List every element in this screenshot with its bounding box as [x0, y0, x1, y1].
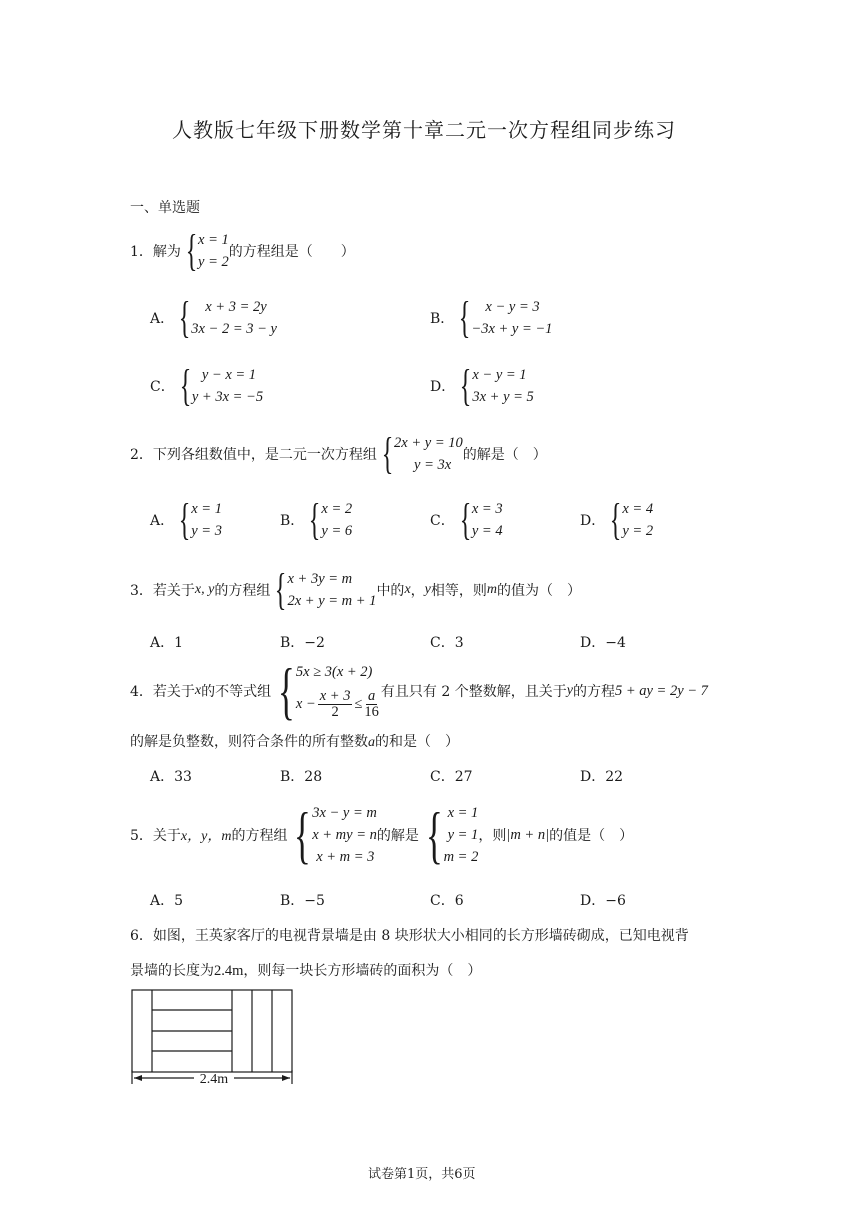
equation-system: { x = 2 y = 6 [309, 495, 353, 544]
question-4-line2 [130, 731, 459, 751]
denominator: 2 [331, 703, 339, 720]
question-text: 关于 [152, 828, 181, 844]
length-value: 2.4m [214, 963, 244, 979]
equation-line: y = 2 [198, 254, 229, 270]
option-value: 5 [174, 893, 184, 909]
question-number: 5． [130, 828, 153, 844]
question-text: ， [410, 583, 425, 599]
question-text: 的值是（ ） [549, 828, 634, 844]
option-2c[interactable] [430, 495, 503, 544]
math-variable: y [424, 582, 431, 597]
question-4-stem [130, 655, 708, 726]
math-variable: m [486, 582, 497, 597]
question-text: 的解是负整数，则符合条件的所有整数 [130, 734, 368, 750]
arrow-right-icon [282, 1075, 290, 1081]
question-text: 的解是 [376, 828, 419, 844]
equation-line: y = 3x [414, 457, 452, 473]
option-label: B． [280, 893, 305, 909]
question-number: 3． [130, 583, 153, 599]
equation-line: x = 2 [321, 501, 353, 517]
equation-line: y = 3 [191, 523, 222, 539]
option-2d[interactable] [580, 495, 654, 544]
option-3c[interactable] [430, 632, 464, 652]
question-text: ，则每一块长方形墙砖的面积为（ ） [243, 963, 482, 979]
equation-system: { x − y = 1 3x + y = 5 [459, 361, 534, 410]
numerator: a [368, 687, 376, 704]
equation-line: y = 2 [622, 523, 654, 539]
equation-line: y = 6 [321, 523, 353, 539]
equation-line: y − x = 1 [201, 367, 257, 383]
equation-line: x + m = 3 [316, 849, 375, 865]
question-text: 的方程组 [231, 828, 288, 844]
question-text: 的方程 [572, 684, 615, 700]
option-1a[interactable] [150, 293, 277, 342]
question-text: 有且只有 2 个整数解，且关于 [380, 684, 567, 700]
equation-line: 2x + y = 10 [394, 435, 463, 451]
fraction [364, 689, 379, 720]
question-3-stem [130, 565, 581, 615]
option-3b[interactable] [280, 632, 325, 652]
question-number: 2． [130, 447, 153, 463]
equation-line: 2x + y = m + 1 [287, 593, 377, 609]
equation-line: x = 4 [622, 501, 654, 517]
equation-line: 3x + y = 5 [472, 389, 534, 405]
question-text: 的和是（ ） [375, 734, 459, 750]
option-1b[interactable] [430, 293, 553, 342]
question-text: 若关于 [152, 684, 195, 700]
arrow-left-icon [134, 1075, 142, 1081]
option-4c[interactable] [430, 766, 473, 786]
question-text: 下列各组数值中，是二元一次方程组 [152, 447, 377, 463]
question-6-line2 [130, 960, 481, 980]
section-heading: 一、单选题 [130, 200, 200, 216]
option-value: −4 [605, 635, 626, 651]
option-1c[interactable] [150, 361, 264, 410]
page-footer: 试卷第1页，共6页 [368, 1167, 476, 1182]
option-value: −2 [304, 635, 325, 651]
equation-line: x = 3 [471, 501, 503, 517]
equation-system: { x = 3 y = 4 [459, 495, 503, 544]
question-2-stem [130, 429, 547, 479]
option-2a[interactable] [150, 495, 222, 544]
question-number: 4． [130, 684, 153, 700]
option-label: D． [580, 635, 606, 651]
equation-line: y = 1 [447, 827, 479, 843]
option-4d[interactable] [580, 766, 623, 786]
equation-line: y = 4 [471, 523, 503, 539]
math-variables: x, y [194, 582, 215, 597]
equation-system: { x + 3y = m 2x + y = m + 1 [275, 565, 377, 614]
question-text: 的解是（ ） [462, 447, 547, 463]
math-variable: a [368, 735, 375, 750]
option-value: −5 [304, 893, 325, 909]
equation-system: { y − x = 1 y + 3x = −5 [179, 361, 264, 410]
option-1d[interactable] [430, 361, 534, 410]
inequality-line: 5x ≥ 3(x + 2) [295, 663, 373, 680]
option-value: 6 [454, 893, 464, 909]
question-text: 的不等式组 [201, 684, 272, 700]
equation-line: −3x + y = −1 [471, 321, 553, 337]
option-label: A． [150, 893, 175, 909]
math-variable: x [194, 683, 202, 698]
question-5-stem [130, 799, 633, 871]
option-label: D． [430, 379, 456, 395]
equation-line: y + 3x = −5 [191, 389, 264, 405]
equation-line: 3x − 2 = 3 − y [191, 321, 277, 337]
option-4b[interactable] [280, 766, 322, 786]
question-text: 若关于 [152, 583, 195, 599]
question-text: 的值为（ ） [497, 583, 581, 599]
option-5a[interactable] [150, 890, 183, 910]
question-text: ，则 [478, 828, 507, 844]
math-variable: x [404, 582, 411, 597]
absolute-value: |m + n| [506, 827, 550, 843]
inequality-system: { 5x ≥ 3(x + 2) x − $\frac{x + 3}{2}$ ≤ $\frac{a}{16}$ [278, 655, 379, 726]
option-label: C． [150, 379, 175, 395]
equation: 5 + ay = 2y − 7 [614, 683, 708, 699]
option-label: B． [280, 635, 305, 651]
question-text: 景墙的长度为 [130, 963, 214, 979]
denominator: 16 [364, 703, 379, 720]
option-label: C． [430, 513, 455, 529]
equation-line: x + 3 = 2y [205, 299, 267, 315]
math-variable: y [566, 683, 573, 698]
numerator: x + 3 [319, 687, 351, 704]
equation-system: { 3x − y = m x + my = n x + m = 3 [294, 799, 377, 870]
question-text: 解为 [152, 244, 181, 260]
option-value: 27 [454, 769, 473, 785]
question-6-line1 [130, 925, 689, 945]
option-value: 22 [605, 769, 624, 785]
fraction [318, 689, 353, 720]
wall-tile-figure [126, 986, 301, 1091]
option-label: D． [580, 513, 606, 529]
question-text: 相等，则 [430, 583, 487, 599]
equation-line: x = 1 [198, 232, 229, 248]
option-label: D． [580, 769, 606, 785]
equation-line: 3x − y = m [312, 805, 377, 821]
option-5d[interactable] [580, 890, 626, 910]
equation-line: x = 1 [191, 501, 222, 517]
option-label: B． [280, 513, 305, 529]
equation-system: { x + 3 = 2y 3x − 2 = 3 − y [178, 293, 277, 342]
equation-system: { x = 1 y = 3 [178, 495, 222, 544]
equation-line: x + 3y = m [287, 571, 353, 587]
option-value: 28 [304, 769, 323, 785]
option-label: C． [430, 893, 455, 909]
equation-system: { x = 1 y = 2 [185, 226, 229, 275]
option-label: A． [150, 769, 175, 785]
equation-system: { 2x + y = 10 y = 3x [381, 429, 463, 478]
question-1-stem [130, 226, 355, 276]
equation-line: x + my = n [312, 827, 377, 843]
option-3d[interactable] [580, 632, 626, 652]
option-label: B． [430, 311, 455, 327]
option-value: 1 [174, 635, 184, 651]
inequality-line [296, 689, 381, 720]
option-5b[interactable] [280, 890, 325, 910]
option-value: 3 [454, 635, 464, 651]
option-label: C． [430, 635, 455, 651]
question-text: 如图，王英家客厅的电视背景墙是由 8 块形状大小相同的长方形墙砖砌成，已知电视背 [152, 928, 689, 944]
question-number: 1． [130, 244, 153, 260]
option-3a[interactable] [150, 632, 183, 652]
option-label: A． [150, 311, 175, 327]
option-5c[interactable] [430, 890, 464, 910]
equation-system: { x = 4 y = 2 [609, 495, 654, 544]
option-4a[interactable] [150, 766, 192, 786]
option-value: 33 [174, 769, 192, 785]
option-value: −6 [605, 893, 626, 909]
option-label: B． [280, 769, 305, 785]
solution-system: { x = 1 y = 1 m = 2 [425, 799, 479, 870]
equation-line: x − y = 1 [472, 367, 527, 383]
math-term: x − [295, 696, 316, 712]
page-title: 人教版七年级下册数学第十章二元一次方程组同步练习 [172, 118, 676, 142]
question-text: 中的 [376, 583, 405, 599]
equation-line: m = 2 [443, 849, 479, 865]
question-number: 6． [130, 928, 153, 944]
option-label: A． [150, 635, 175, 651]
question-text: 的方程组是（ ） [228, 244, 355, 260]
math-variables: x，y，m [180, 829, 232, 844]
equation-line: x = 1 [447, 805, 479, 821]
equation-system: { x − y = 3 −3x + y = −1 [459, 293, 553, 342]
equation-line: x − y = 3 [485, 299, 540, 315]
option-label: C． [430, 769, 455, 785]
question-text: 的方程组 [214, 583, 271, 599]
dimension-label: 2.4m [199, 1072, 229, 1087]
option-2b[interactable] [280, 495, 353, 544]
relation: ≤ [354, 696, 363, 712]
option-label: D． [580, 893, 606, 909]
option-label: A． [150, 513, 175, 529]
